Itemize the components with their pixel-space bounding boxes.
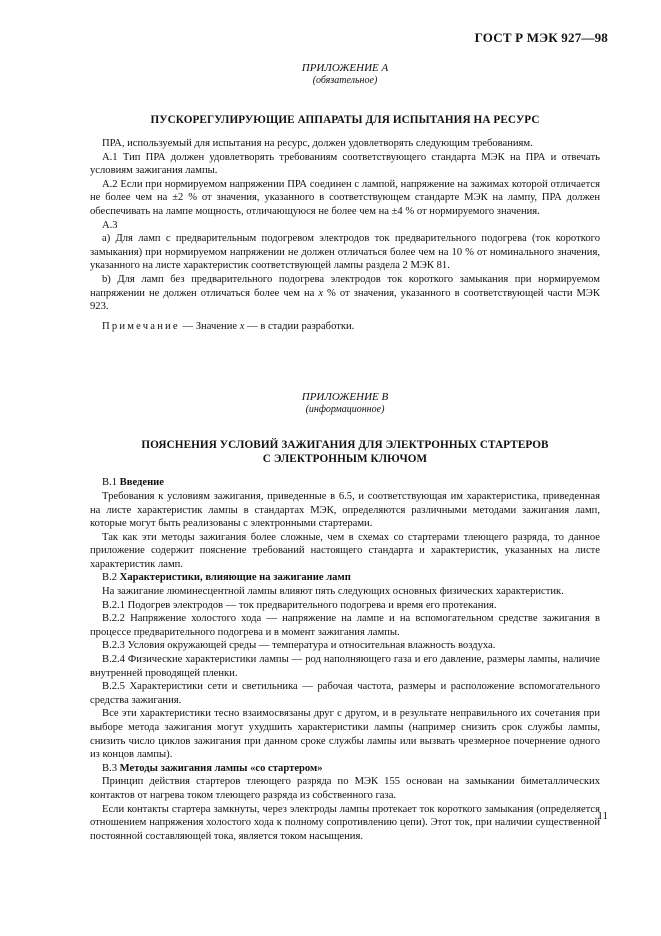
clause-a3b-text: b) Для ламп без предварительного подогрева электродов ток короткого замыкания при нормируемом напряжении не должен отличаться более чем на — [90, 273, 600, 299]
clause-a1: А.1 Тип ПРА должен удовлетворять требованиям соответствующего стандарта МЭК на ПРА и отвечать условиям зажигания лампы. — [90, 151, 600, 177]
section-b3-para2: Если контакты стартера замкнуты, через электроды лампы протекает ток короткого замыкания (определяется отношением напряжения холостого хода к полному сопротивлению цепи). Этот ток, при наличии существенной постоянной составляющей тока, является током насыщения. — [90, 803, 600, 842]
section-b3-para1: Принцип действия стартеров тлеющего разряда по МЭК 155 основан на замыкании биметаллических контактов от нагрева током тлеющего разряда из собственного газа. — [90, 776, 600, 801]
note-text: — Значение — [179, 320, 240, 332]
section-b2-number: В.2 — [102, 572, 118, 584]
clause-a2: А.2 Если при нормируемом напряжении ПРА соединен с лампой, напряжение на зажимах которой отличается не более чем на ±2 % от значения, указанного в соответствующем стандарте МЭК на лампу, ПРА должен обеспечивать на лампе мощность, отличающуюся не более чем на ±4 % от нормируемого значения. — [90, 178, 600, 217]
appendix-a-status: (обязательное) — [312, 75, 378, 86]
note-text-end: — в стадии разработки. — [244, 320, 355, 332]
appendix-a-title: ПРИЛОЖЕНИЕ А — [301, 62, 389, 74]
clause-a3a: а) Для ламп с предварительным подогревом электродов ток предварительного подогрева (ток короткого замыкания) при нормируемом напряжении не должен отличаться более чем на 10 % от номинального значения, указанного на листе характеристик соответствующей лампы раздела 2 МЭК 81. — [90, 233, 600, 272]
page-number: 11 — [597, 810, 608, 822]
section-b1-number: В.1 — [102, 477, 118, 489]
section-b3-number: В.3 — [102, 762, 118, 774]
appendix-b-heading-line2: С ЭЛЕКТРОННЫМ КЛЮЧОМ — [262, 453, 428, 466]
clause-b21: В.2.1 Подогрев электродов — ток предварительного подогрева и время его протекания. — [102, 599, 497, 611]
clause-a3b-variable: x — [318, 287, 324, 299]
appendix-a-note — [90, 320, 600, 334]
section-b2-title: Характеристики, влияющие на зажигание ламп — [119, 572, 351, 584]
section-b3-heading — [90, 762, 600, 776]
section-b2-heading — [90, 571, 600, 585]
appendix-a-heading: ПУСКОРЕГУЛИРУЮЩИЕ АППАРАТЫ ДЛЯ ИСПЫТАНИЯ НА РЕСУРС — [150, 114, 540, 126]
note-label: Примечание — [102, 320, 180, 332]
clause-b25: В.2.5 Характеристики сети и светильника — рабочая частота, размеры и расположение вспомогательного средства зажигания. — [90, 681, 600, 706]
section-b2-para: Все эти характеристики тесно взаимосвязаны друг с другом, и в результате неправильного их сочетания при выборе метода зажигания могут ухудшить характеристики лампы (например снизить срок службы лампы, снизить число циклов зажигания при данном сроке службы лампы или вызвать чрезмерное почернение одного из концов лампы). — [90, 708, 600, 761]
section-b1-para1: Требования к условиям зажигания, приведенные в 6.5, и соответствующая им характеристика, приведенная на листе характеристик лампы в стандартах МЭК, определяются различными методами зажигания ламп, которые могут быть реализованы с электронными стартерами. — [90, 490, 600, 530]
clause-b23: В.2.3 Условия окружающей среды — температура и относительная влажность воздуха. — [102, 640, 496, 652]
appendix-a-intro: ПРА, используемый для испытания на ресурс, должен удовлетворять следующим требованиям. — [102, 138, 533, 149]
clause-b24: В.2.4 Физические характеристики лампы — род наполняющего газа и его давление, размеры лампы, наличие внутренней проводящей пленки. — [90, 654, 600, 679]
section-b1-title: Введение — [119, 477, 164, 489]
section-b3-title: Методы зажигания лампы «со стартером» — [119, 762, 323, 774]
page-content — [90, 62, 600, 843]
section-b1-para2: Так как эти методы зажигания более сложные, чем в схемах со стартерами тлеющего разряда, то данное приложение содержит пояснение требований настоящего стандарта и характеристик, указанных на листе характеристик ламп. — [90, 531, 600, 570]
clause-a3b — [90, 273, 600, 314]
section-b2-intro: На зажигание люминесцентной лампы влияют пять следующих основных физических характеристик. — [102, 586, 564, 598]
clause-a3: А.3 — [102, 219, 118, 231]
clause-b22: В.2.2 Напряжение холостого хода — напряжение на лампе и на вспомогательном средстве зажигания в процессе предварительного подогрева и в момент зажигания лампы. — [90, 613, 600, 638]
section-b1-heading — [90, 476, 600, 490]
appendix-b-title: ПРИЛОЖЕНИЕ В — [301, 391, 389, 404]
note-variable: x — [239, 320, 245, 332]
appendix-b-status: (информационное) — [305, 404, 385, 416]
standard-code: ГОСТ Р МЭК 927—98 — [474, 30, 608, 45]
appendix-b-heading-line1: ПОЯСНЕНИЯ УСЛОВИЙ ЗАЖИГАНИЯ ДЛЯ ЭЛЕКТРОННЫХ СТАРТЕРОВ — [141, 439, 549, 452]
clause-a3b-text-end: % от значения, указанного в соответствующей части МЭК 923. — [90, 287, 600, 313]
